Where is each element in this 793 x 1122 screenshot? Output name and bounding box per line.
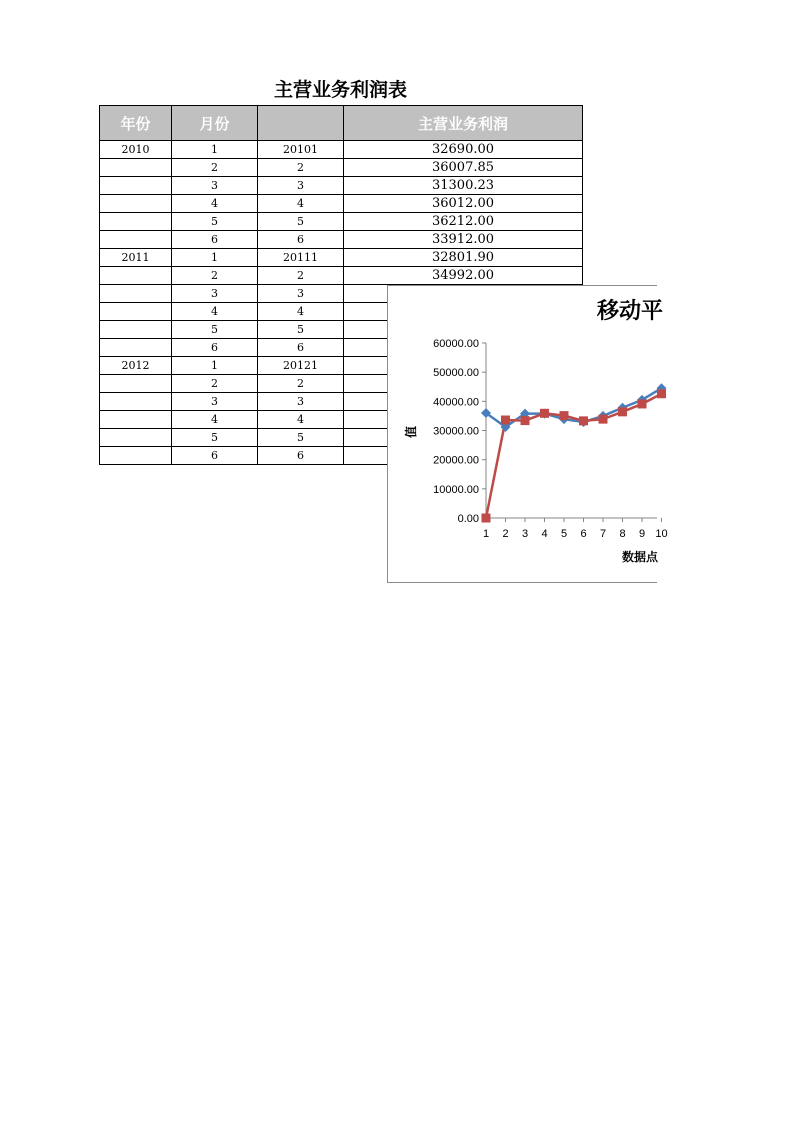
month-cell: 3 xyxy=(172,393,258,411)
month-cell: 1 xyxy=(172,357,258,375)
x-tick-label: 1 xyxy=(482,528,490,540)
profit-cell: 31300.23 xyxy=(344,177,583,195)
y-tick-label: 10000.00 xyxy=(433,483,479,496)
profit-cell: 34992.00 xyxy=(344,267,583,285)
code-cell: 6 xyxy=(258,339,344,357)
month-cell: 5 xyxy=(172,321,258,339)
year-cell xyxy=(100,393,172,411)
code-cell: 3 xyxy=(258,177,344,195)
year-cell xyxy=(100,267,172,285)
month-cell: 1 xyxy=(172,141,258,159)
y-tick-label: 0.00 xyxy=(457,513,479,525)
code-cell: 4 xyxy=(258,303,344,321)
code-cell: 6 xyxy=(258,447,344,465)
table-row xyxy=(100,231,583,249)
year-cell xyxy=(100,321,172,339)
header-profit: 主营业务利润 xyxy=(344,106,583,141)
year-cell xyxy=(100,177,172,195)
sheet-title: 主营业务利润表 xyxy=(273,79,407,101)
year-cell xyxy=(100,339,172,357)
year-cell xyxy=(100,195,172,213)
year-cell xyxy=(100,159,172,177)
table-row xyxy=(100,141,583,159)
y-tick-label: 20000.00 xyxy=(433,454,479,467)
profit-cell: 33912.00 xyxy=(344,231,583,249)
data-point-series-2 xyxy=(618,407,627,416)
x-tick-label: 7 xyxy=(599,528,607,540)
month-cell: 4 xyxy=(172,303,258,321)
header-blank xyxy=(258,106,344,141)
year-cell xyxy=(100,231,172,249)
code-cell: 5 xyxy=(258,429,344,447)
code-cell: 2 xyxy=(258,375,344,393)
month-cell: 4 xyxy=(172,411,258,429)
year-cell xyxy=(100,447,172,465)
code-cell: 5 xyxy=(258,213,344,231)
data-point-series-2 xyxy=(501,416,510,425)
profit-cell: 32801.90 xyxy=(344,249,583,267)
y-tick-label: 60000.00 xyxy=(433,338,479,350)
table-row xyxy=(100,249,583,267)
year-cell: 2010 xyxy=(100,141,172,159)
year-cell xyxy=(100,213,172,231)
x-tick-label: 9 xyxy=(638,528,646,540)
y-tick-label: 40000.00 xyxy=(433,396,479,409)
month-cell: 5 xyxy=(172,429,258,447)
header-month: 月份 xyxy=(172,106,258,141)
y-tick-label: 30000.00 xyxy=(433,425,479,438)
data-point-series-2 xyxy=(482,514,491,523)
x-tick-label: 10 xyxy=(655,528,668,540)
month-cell: 1 xyxy=(172,249,258,267)
month-cell: 2 xyxy=(172,267,258,285)
x-axis-label: 数据点 xyxy=(622,550,659,564)
series-line-2 xyxy=(486,394,662,518)
header-year: 年份 xyxy=(100,106,172,141)
code-cell: 20111 xyxy=(258,249,344,267)
code-cell: 4 xyxy=(258,411,344,429)
chart-axes xyxy=(433,338,668,540)
year-cell: 2012 xyxy=(100,357,172,375)
x-tick-label: 3 xyxy=(521,528,529,540)
month-cell: 2 xyxy=(172,159,258,177)
year-cell xyxy=(100,285,172,303)
month-cell: 6 xyxy=(172,339,258,357)
data-point-series-2 xyxy=(599,415,608,424)
code-cell: 2 xyxy=(258,267,344,285)
year-cell xyxy=(100,411,172,429)
profit-cell: 36212.00 xyxy=(344,213,583,231)
month-cell: 2 xyxy=(172,375,258,393)
data-point-series-2 xyxy=(540,409,549,418)
data-point-series-2 xyxy=(521,416,530,425)
data-point-series-2 xyxy=(579,416,588,425)
year-cell xyxy=(100,303,172,321)
chart-svg xyxy=(388,286,668,582)
data-point-series-2 xyxy=(638,399,647,408)
month-cell: 4 xyxy=(172,195,258,213)
y-axis-label: 值 xyxy=(404,425,418,439)
year-cell xyxy=(100,429,172,447)
month-cell: 6 xyxy=(172,447,258,465)
code-cell: 2 xyxy=(258,159,344,177)
table-row xyxy=(100,267,583,285)
code-cell: 6 xyxy=(258,231,344,249)
table-header-row xyxy=(100,106,583,141)
profit-cell: 36007.85 xyxy=(344,159,583,177)
data-point-series-2 xyxy=(560,411,569,420)
chart-plot xyxy=(481,383,667,522)
chart-title: 移动平 xyxy=(597,298,664,323)
x-tick-label: 6 xyxy=(580,528,587,540)
y-tick-label: 50000.00 xyxy=(433,367,479,380)
month-cell: 3 xyxy=(172,177,258,195)
moving-average-chart[interactable] xyxy=(387,285,668,583)
code-cell: 20101 xyxy=(258,141,344,159)
month-cell: 3 xyxy=(172,285,258,303)
month-cell: 6 xyxy=(172,231,258,249)
table-row xyxy=(100,213,583,231)
data-point-series-2 xyxy=(657,389,666,398)
code-cell: 3 xyxy=(258,285,344,303)
year-cell: 2011 xyxy=(100,249,172,267)
table-row xyxy=(100,177,583,195)
profit-cell: 32690.00 xyxy=(344,141,583,159)
x-tick-label: 5 xyxy=(560,528,568,540)
profit-cell: 36012.00 xyxy=(344,195,583,213)
code-cell: 5 xyxy=(258,321,344,339)
table-row xyxy=(100,159,583,177)
year-cell xyxy=(100,375,172,393)
x-tick-label: 8 xyxy=(619,528,626,540)
code-cell: 20121 xyxy=(258,357,344,375)
code-cell: 3 xyxy=(258,393,344,411)
x-tick-label: 4 xyxy=(541,528,548,540)
month-cell: 5 xyxy=(172,213,258,231)
code-cell: 4 xyxy=(258,195,344,213)
table-row xyxy=(100,195,583,213)
x-tick-label: 2 xyxy=(502,528,509,540)
